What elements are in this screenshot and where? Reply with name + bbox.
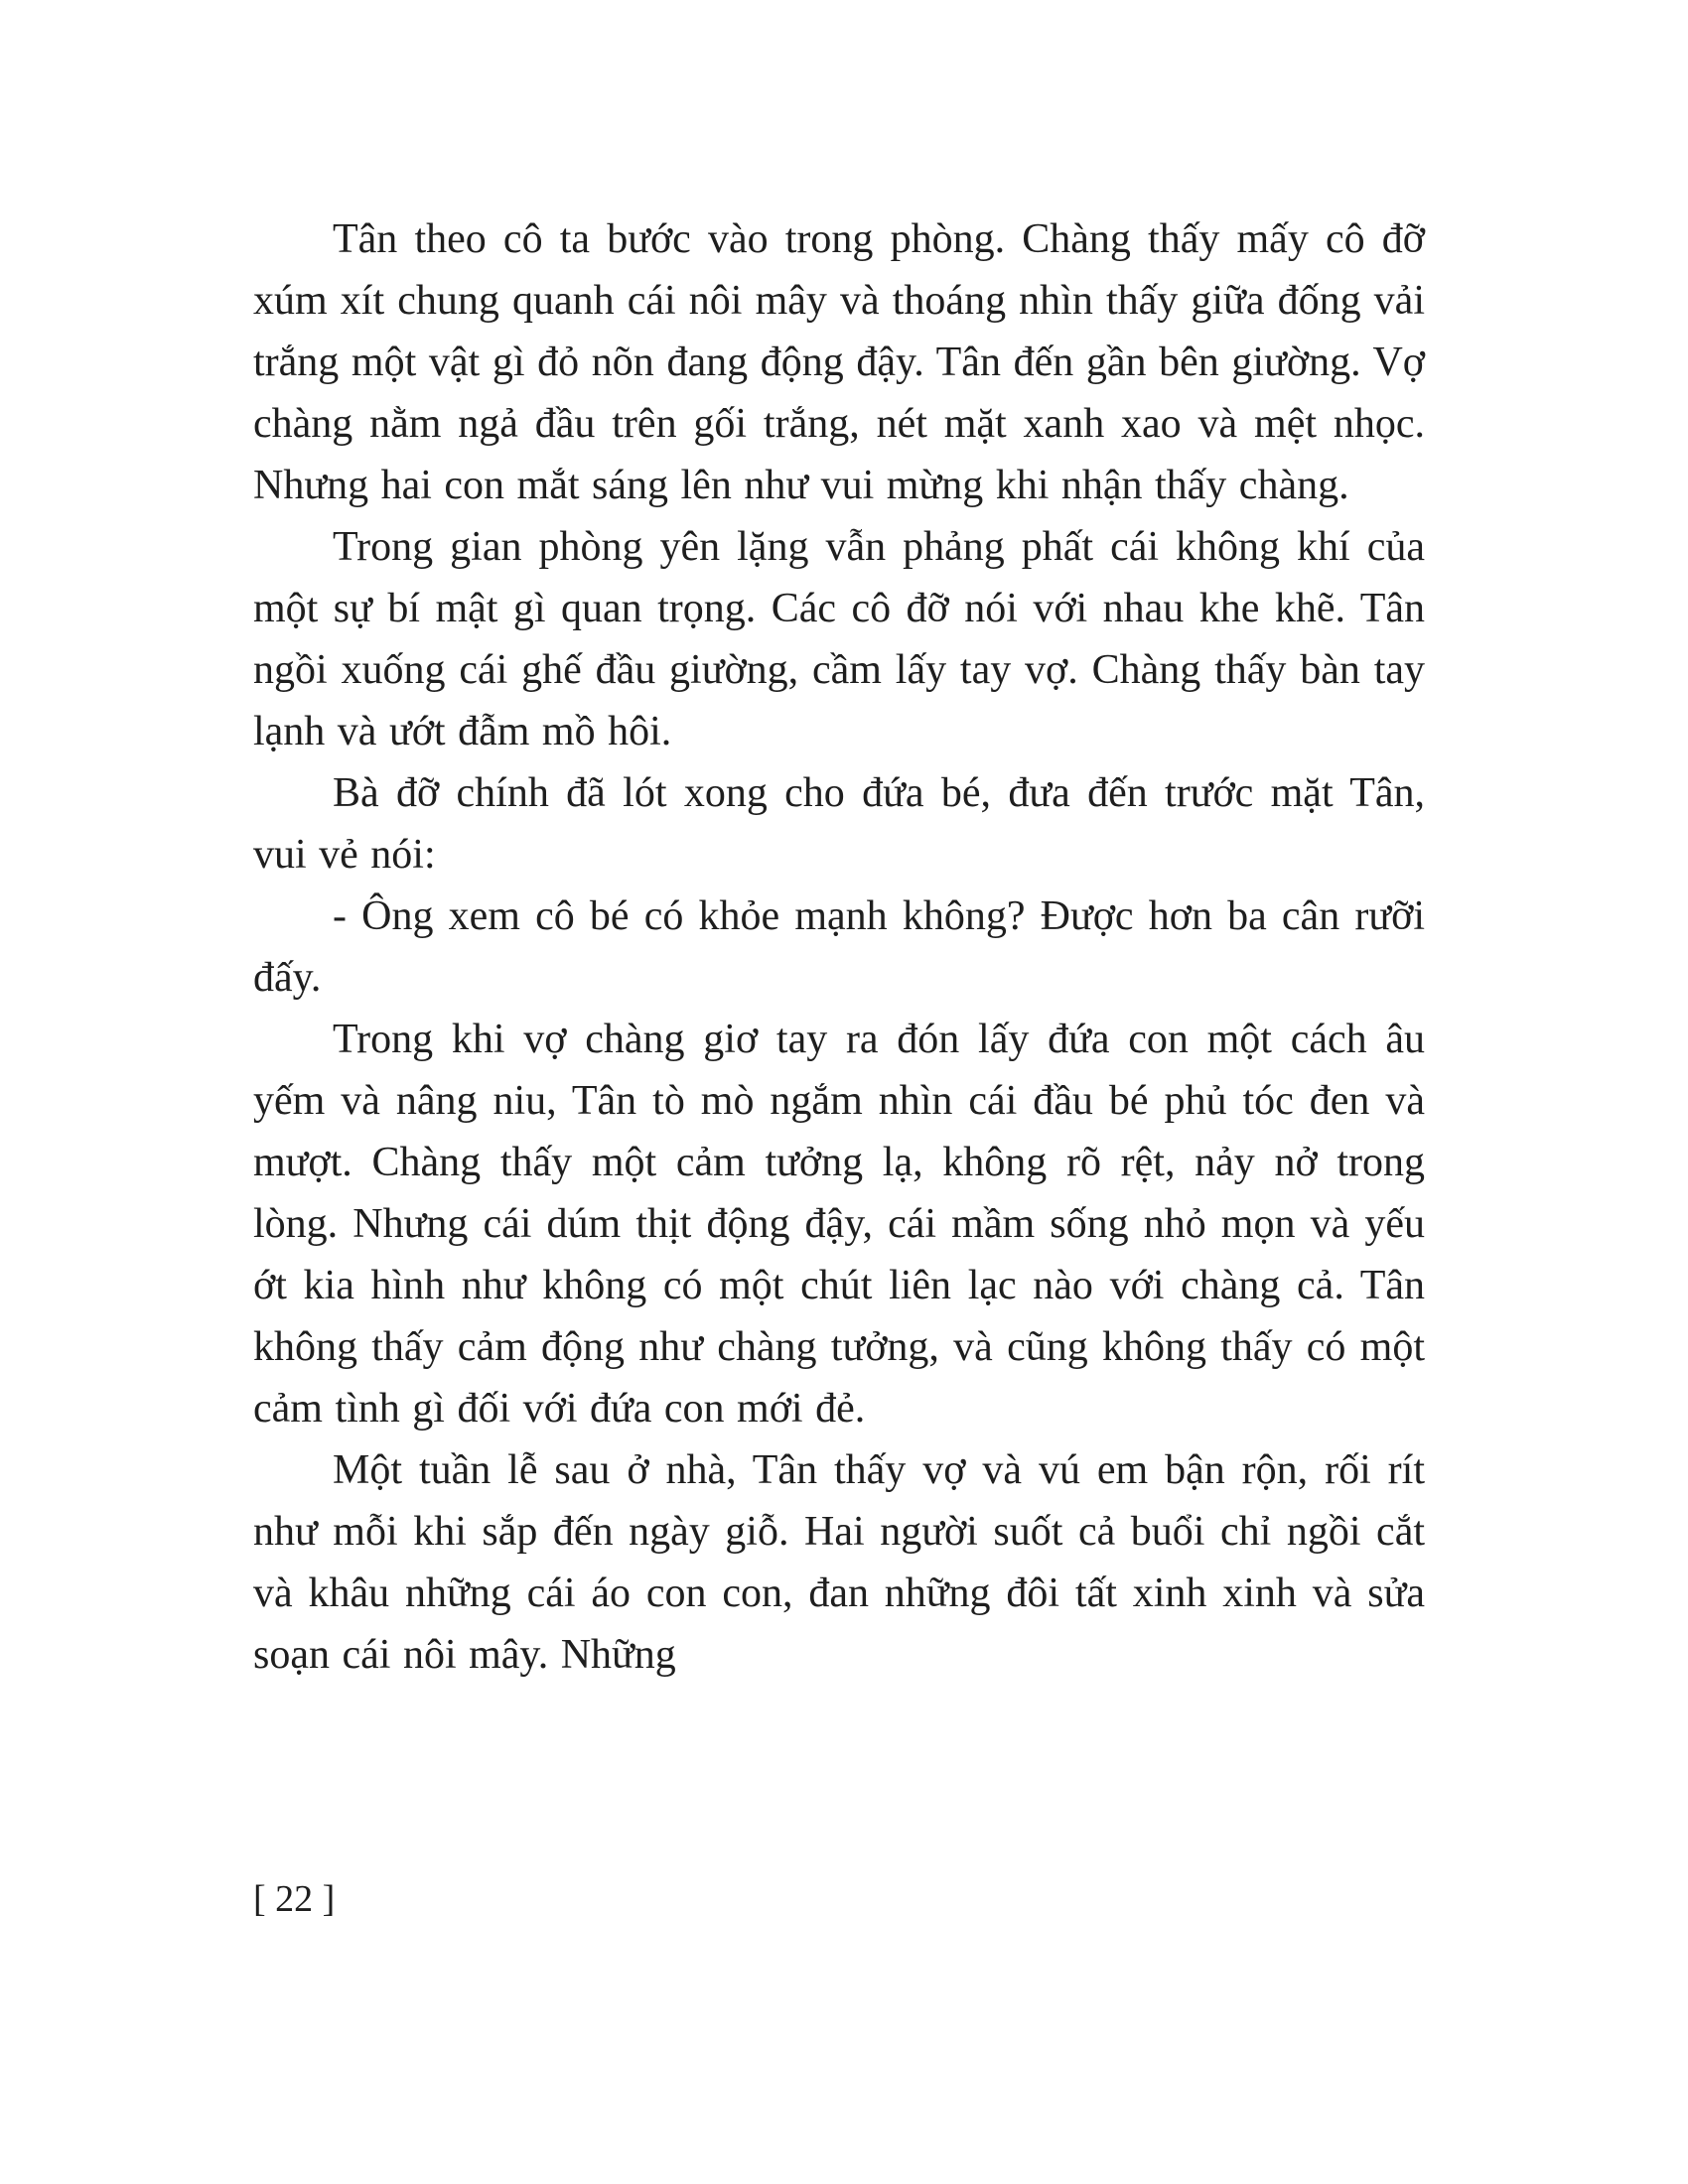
body-paragraph: Trong gian phòng yên lặng vẫn phảng phất cái không khí của một sự bí mật gì quan trọng. Các cô đỡ nói với nhau khe khẽ. Tân ngồi xuống cái ghế đầu giường, cầm lấy tay vợ. Chàng thấy bàn tay lạnh và ướt đẫm mồ hôi. (253, 524, 1425, 754)
text-block (253, 208, 1425, 1686)
body-paragraph: Trong khi vợ chàng giơ tay ra đón lấy đứa con một cách âu yếm và nâng niu, Tân tò mò ngắm nhìn cái đầu bé phủ tóc đen và mượt. Chàng thấy một cảm tưởng lạ, không rõ rệt, nảy nở trong lòng. Nhưng cái dúm thịt động đậy, cái mầm sống nhỏ mọn và yếu ớt kia hình như không có một chút liên lạc nào với chàng cả. Tân không thấy cảm động như chàng tưởng, và cũng không thấy có một cảm tình gì đối với đứa con mới đẻ. (253, 1017, 1425, 1432)
page-number: [ 22 ] (253, 1878, 336, 1920)
body-paragraph: Tân theo cô ta bước vào trong phòng. Chàng thấy mấy cô đỡ xúm xít chung quanh cái nôi mây và thoáng nhìn thấy giữa đống vải trắng một vật gì đỏ nõn đang động đậy. Tân đến gần bên giường. Vợ chàng nằm ngả đầu trên gối trắng, nét mặt xanh xao và mệt nhọc. Nhưng hai con mắt sáng lên như vui mừng khi nhận thấy chàng. (253, 216, 1425, 508)
body-paragraph: Bà đỡ chính đã lót xong cho đứa bé, đưa đến trước mặt Tân, vui vẻ nói: (253, 770, 1425, 878)
dialogue-paragraph: - Ông xem cô bé có khỏe mạnh không? Được hơn ba cân rưỡi đấy. (253, 893, 1425, 1001)
body-paragraph: Một tuần lễ sau ở nhà, Tân thấy vợ và vú em bận rộn, rối rít như mỗi khi sắp đến ngày giỗ. Hai người suốt cả buổi chỉ ngồi cắt và khâu những cái áo con con, đan những đôi tất xinh xinh và sửa soạn cái nôi mây. Những (253, 1447, 1425, 1678)
